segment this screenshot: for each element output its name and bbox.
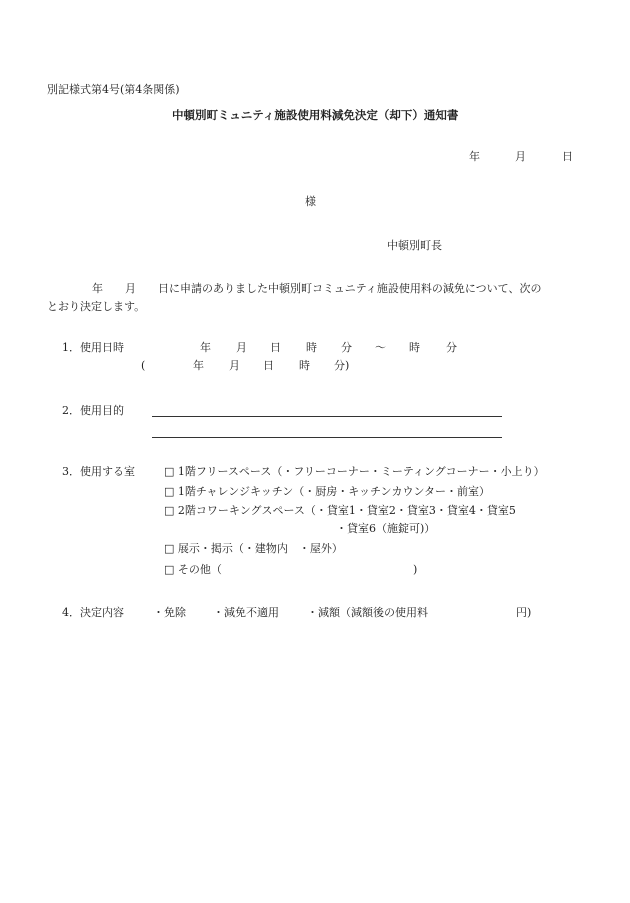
- dt2-open: (: [141, 359, 146, 372]
- body-text-line2: とおり決定します。: [47, 300, 146, 313]
- form-number: 別記様式第4号(第4条関係): [47, 83, 180, 96]
- dt-end-minute: 分: [446, 341, 457, 354]
- dt-hour: 時: [306, 341, 317, 354]
- dt-month: 月: [236, 341, 247, 354]
- addressee-suffix: 様: [305, 195, 316, 208]
- date-year: 年: [469, 150, 480, 163]
- dt2-day: 日: [263, 359, 274, 372]
- document-title: 中頓別町ミュニティ施設使用料減免決定（却下）通知書: [172, 108, 459, 122]
- decision-reduction[interactable]: ・減額（減額後の使用料: [307, 606, 428, 619]
- date-month: 月: [515, 150, 526, 163]
- purpose-line-1[interactable]: [152, 416, 502, 417]
- dt2-hour: 時: [299, 359, 310, 372]
- room-option-exhibit[interactable]: □ 展示・掲示（・建物内 ・屋外）: [164, 542, 343, 555]
- dt-tilde: ～: [375, 341, 386, 354]
- room-option-other[interactable]: □ その他（: [164, 563, 222, 576]
- dt-end-hour: 時: [409, 341, 420, 354]
- dt2-month: 月: [229, 359, 240, 372]
- dt-minute: 分: [341, 341, 352, 354]
- dt2-year: 年: [193, 359, 204, 372]
- issuer: 中頓別町長: [387, 239, 442, 252]
- dt-year: 年: [200, 341, 211, 354]
- body-text-line1: 年 月 日に申請のありました中頓別町コミュニティ施設使用料の減免について、次の: [92, 282, 542, 295]
- purpose-line-2[interactable]: [152, 437, 502, 438]
- room-option-coworking[interactable]: □ 2階コワーキングスペース（・貸室1・貸室2・貸室3・貸室4・貸室5: [164, 504, 516, 517]
- purpose-label: 2．使用目的: [62, 404, 124, 417]
- decision-label: 4．決定内容: [62, 606, 124, 619]
- decision-not-applicable[interactable]: ・減免不適用: [213, 606, 279, 619]
- room-option-challenge-kitchen[interactable]: □ 1階チャレンジキッチン（・厨房・キッチンカウンター・前室）: [164, 485, 491, 498]
- decision-yen-unit: 円): [516, 606, 532, 619]
- room-other-close: ): [413, 563, 418, 576]
- rooms-label: 3．使用する室: [62, 465, 135, 478]
- room-option-coworking-cont: ・貸室6（施錠可)）: [336, 522, 436, 535]
- dt2-minute: 分): [334, 359, 350, 372]
- decision-exemption[interactable]: ・免除: [153, 606, 186, 619]
- date-day: 日: [562, 150, 573, 163]
- dt-day: 日: [270, 341, 281, 354]
- usage-datetime-label: 1．使用日時: [62, 341, 124, 354]
- room-option-free-space[interactable]: □ 1階フリースペース（・フリーコーナー・ミーティングコーナー・小上り）: [164, 465, 545, 478]
